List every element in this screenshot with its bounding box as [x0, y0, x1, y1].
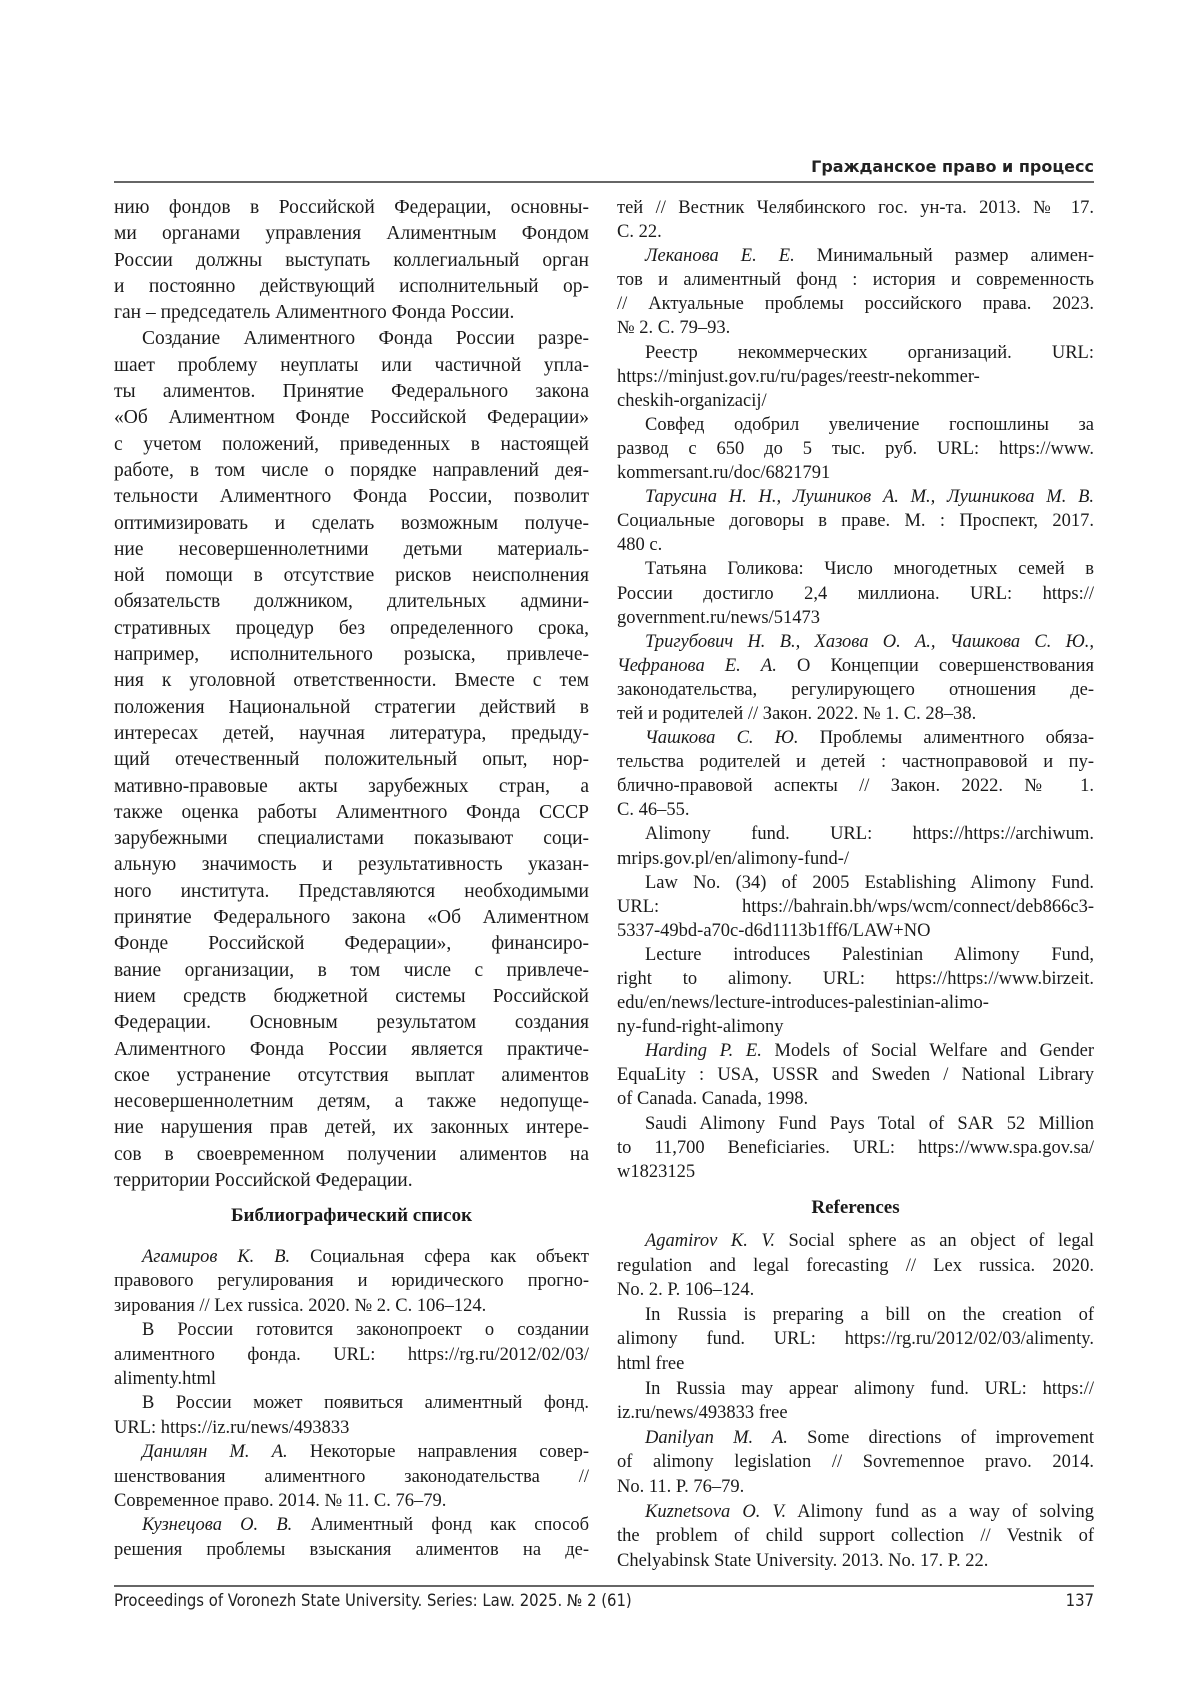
text-line	[114, 1440, 589, 1464]
running-header-section: Гражданское право и процесс	[811, 157, 1094, 176]
author-name: Данилян М. А.	[142, 1442, 288, 1462]
text-line: html free	[617, 1352, 1094, 1377]
citation-text: Некоторые направления совер-	[288, 1442, 589, 1462]
references-heading: References	[617, 1197, 1094, 1219]
citation-text: Social sphere as an object of legal	[775, 1231, 1094, 1251]
text-line: и постоянно действующий исполнительный ор-	[114, 274, 589, 300]
text-line: to 11,700 Beneficiaries. URL: https://www.spa.gov.sa/	[617, 1136, 1094, 1160]
text-line: Фонде Российской Федерации», финансиро-	[114, 931, 589, 957]
text-line: шенствования алиментного законодательства //	[114, 1465, 589, 1489]
text-line: тельства родителей и детей : частноправовой и пу-	[617, 750, 1094, 774]
text-line: интересах детей, научная литература, предыду-	[114, 721, 589, 747]
text-line: России достигло 2,4 миллиона. URL: https://	[617, 582, 1094, 606]
text-line: С. 46–55.	[617, 798, 1094, 822]
text-line: the problem of child support collection // Vestnik of	[617, 1524, 1094, 1549]
text-line: алиментного фонда. URL: https://rg.ru/2012/02/03/	[114, 1343, 589, 1367]
text-line: 5337-49bd-a70c-d6d1113b1ff6/LAW+NO	[617, 919, 1094, 943]
text-line: с учетом положений, приведенных в настоящей	[114, 432, 589, 458]
text-line: Татьяна Голикова: Число многодетных семей в	[617, 557, 1094, 581]
citation-text: Алиментный фонд как способ	[292, 1515, 589, 1535]
text-line: зирования // Lex russica. 2020. № 2. С. 106–124.	[114, 1294, 589, 1318]
bibliography-right-column	[617, 196, 1094, 1184]
text-line: несовершеннолетним детям, а также недопуще-	[114, 1089, 589, 1115]
header-rule	[114, 181, 1094, 183]
text-line: Совфед одобрил увеличение госпошлины за	[617, 413, 1094, 437]
text-line: территории Российской Федерации.	[114, 1168, 589, 1194]
text-line: положения Национальной стратегии действий в	[114, 695, 589, 721]
citation-text: Минимальный размер алимен-	[795, 246, 1094, 266]
text-line	[617, 654, 1094, 678]
text-line: № 2. С. 79–93.	[617, 316, 1094, 340]
text-line: regulation and legal forecasting // Lex russica. 2020.	[617, 1254, 1094, 1279]
author-name: Тригубович Н. В., Хазова О. А., Чашкова С. Ю.,	[645, 632, 1094, 652]
author-name: Kuznetsova O. V.	[645, 1502, 786, 1522]
author-name: Агамиров К. В.	[142, 1247, 290, 1267]
text-line: Alimony fund. URL: https://https://archiwum.	[617, 822, 1094, 846]
text-line: развод с 650 до 5 тыс. руб. URL: https://www.	[617, 437, 1094, 461]
text-line: стративных процедур без определенного срока,	[114, 616, 589, 642]
text-line: No. 11. P. 76–79.	[617, 1475, 1094, 1500]
text-line: ми органами управления Алиментным Фондом	[114, 221, 589, 247]
text-line: нием средств бюджетной системы Российской	[114, 984, 589, 1010]
footer-journal: Proceedings of Voronezh State University. Series: Law. 2025. № 2 (61)	[114, 1591, 632, 1610]
author-name: Danilyan M. A.	[645, 1428, 788, 1448]
text-line: cheskih-organizacij/	[617, 389, 1094, 413]
text-line	[617, 244, 1094, 268]
text-line: Создание Алиментного Фонда России разре-	[114, 326, 589, 352]
text-line: Law No. (34) of 2005 Establishing Alimony Fund.	[617, 871, 1094, 895]
main-text-column	[114, 195, 589, 1194]
text-line: С. 22.	[617, 220, 1094, 244]
text-line: alimony fund. URL: https://rg.ru/2012/02/03/alimenty.	[617, 1327, 1094, 1352]
text-line: edu/en/news/lecture-introduces-palestinian-alimo-	[617, 991, 1094, 1015]
citation-text: Проблемы алиментного обяза-	[799, 728, 1094, 748]
text-line: Saudi Alimony Fund Pays Total of SAR 52 Million	[617, 1112, 1094, 1136]
text-line: сов в своевременном получении алиментов на	[114, 1142, 589, 1168]
text-line	[617, 630, 1094, 654]
author-name: Тарусина Н. Н., Лушников А. М., Лушникова М. В.	[645, 487, 1094, 507]
text-line: мативно-правовые акты зарубежных стран, а	[114, 774, 589, 800]
text-line: оптимизировать и сделать возможным получе-	[114, 511, 589, 537]
text-line: In Russia is preparing a bill on the creation of	[617, 1303, 1094, 1328]
text-line: alimenty.html	[114, 1367, 589, 1391]
text-line: ной помощи в отсутствие рисков неисполнения	[114, 563, 589, 589]
text-line: https://minjust.gov.ru/ru/pages/reestr-nekommer-	[617, 365, 1094, 389]
citation-text: О Концепции совершенствования	[777, 656, 1094, 676]
text-line: тей // Вестник Челябинского гос. ун-та. 2013. № 17.	[617, 196, 1094, 220]
author-name: Чашкова С. Ю.	[645, 728, 799, 748]
text-line	[114, 1245, 589, 1269]
text-line: Chelyabinsk State University. 2013. No. 17. P. 22.	[617, 1549, 1094, 1574]
page-number: 137	[1066, 1591, 1094, 1610]
text-line	[617, 1229, 1094, 1254]
text-line: URL: https://iz.ru/news/493833	[114, 1416, 589, 1440]
text-line: EquaLity : USA, USSR and Sweden / National Library	[617, 1063, 1094, 1087]
text-line: ny-fund-right-alimony	[617, 1015, 1094, 1039]
text-line: обязательств должником, длительных админи-	[114, 589, 589, 615]
text-line: Lecture introduces Palestinian Alimony Fund,	[617, 943, 1094, 967]
text-line	[617, 1039, 1094, 1063]
text-line: Современное право. 2014. № 11. С. 76–79.	[114, 1489, 589, 1513]
footer-rule	[114, 1585, 1094, 1587]
text-line: right to alimony. URL: https://https://www.birzeit.	[617, 967, 1094, 991]
text-line: ние нарушения прав детей, их законных интере-	[114, 1115, 589, 1141]
text-line: Федерации. Основным результатом создания	[114, 1010, 589, 1036]
text-line: No. 2. P. 106–124.	[617, 1278, 1094, 1303]
text-line: щий отечественный положительный опыт, нор-	[114, 747, 589, 773]
text-line: w1823125	[617, 1160, 1094, 1184]
author-name: Agamirov K. V.	[645, 1231, 775, 1251]
citation-text: Alimony fund as a way of solving	[786, 1502, 1094, 1522]
text-line: ние несовершеннолетними детьми материаль-	[114, 537, 589, 563]
text-line: Алиментного Фонда России является практиче-	[114, 1037, 589, 1063]
text-line: принятие Федерального закона «Об Алиментном	[114, 905, 589, 931]
text-line	[617, 1426, 1094, 1451]
text-line: законодательства, регулирующего отношения де-	[617, 678, 1094, 702]
references-list	[617, 1229, 1094, 1573]
text-line: government.ru/news/51473	[617, 606, 1094, 630]
author-name: Harding P. E.	[645, 1041, 762, 1061]
text-line: Социальные договоры в праве. М. : Проспект, 2017.	[617, 509, 1094, 533]
text-line: 480 с.	[617, 533, 1094, 557]
text-line	[617, 726, 1094, 750]
text-line: Реестр некоммерческих организаций. URL:	[617, 341, 1094, 365]
text-line: kommersant.ru/doc/6821791	[617, 461, 1094, 485]
author-name: Чефранова Е. А.	[617, 656, 777, 676]
citation-text: Models of Social Welfare and Gender	[762, 1041, 1094, 1061]
text-line: В России может появиться алиментный фонд.	[114, 1391, 589, 1415]
text-line	[617, 1500, 1094, 1525]
text-line: of alimony legislation // Sovremennoe pravo. 2014.	[617, 1450, 1094, 1475]
text-line: ган – председатель Алиментного Фонда России.	[114, 300, 589, 326]
text-line: mrips.gov.pl/en/alimony-fund-/	[617, 847, 1094, 871]
text-line: зарубежными специалистами показывают соци-	[114, 826, 589, 852]
text-line: работе, в том числе о порядке направлений дея-	[114, 458, 589, 484]
text-line: России должны выступать коллегиальный орган	[114, 248, 589, 274]
text-line: правового регулирования и юридического прогно-	[114, 1269, 589, 1293]
text-line: нию фондов в Российской Федерации, основны-	[114, 195, 589, 221]
text-line: блично-правовой аспекты // Закон. 2022. № 1.	[617, 774, 1094, 798]
text-line: iz.ru/news/493833 free	[617, 1401, 1094, 1426]
text-line: In Russia may appear alimony fund. URL: https://	[617, 1377, 1094, 1402]
text-line: шает проблему неуплаты или частичной упла-	[114, 353, 589, 379]
text-line: // Актуальные проблемы российского права. 2023.	[617, 292, 1094, 316]
text-line	[617, 485, 1094, 509]
text-line: тельности Алиментного Фонда России, позволит	[114, 484, 589, 510]
text-line: ного института. Представляются необходимыми	[114, 879, 589, 905]
text-line: ты алиментов. Принятие Федерального закона	[114, 379, 589, 405]
author-name: Леканова Е. Е.	[645, 246, 795, 266]
text-line: ское устранение отсутствия выплат алиментов	[114, 1063, 589, 1089]
text-line	[114, 1513, 589, 1537]
text-line: ния к уголовной ответственности. Вместе с тем	[114, 668, 589, 694]
text-line: также оценка работы Алиментного Фонда СССР	[114, 800, 589, 826]
text-line: В России готовится законопроект о создании	[114, 1318, 589, 1342]
text-line: тов и алиментный фонд : история и современность	[617, 268, 1094, 292]
text-line: например, исполнительного розыска, привлече-	[114, 642, 589, 668]
author-name: Кузнецова О. В.	[142, 1515, 292, 1535]
text-line: «Об Алиментном Фонде Российской Федерации»	[114, 405, 589, 431]
text-line: URL: https://bahrain.bh/wps/wcm/connect/deb866c3-	[617, 895, 1094, 919]
text-line: вание организации, в том числе с привлече-	[114, 958, 589, 984]
text-line: решения проблемы взыскания алиментов на де-	[114, 1538, 589, 1562]
bibliography-left-column	[114, 1245, 589, 1562]
citation-text: Some directions of improvement	[788, 1428, 1094, 1448]
citation-text: Социальная сфера как объект	[290, 1247, 589, 1267]
text-line: альную значимость и результативность указан-	[114, 852, 589, 878]
text-line: of Canada. Canada, 1998.	[617, 1087, 1094, 1111]
text-line: тей и родителей // Закон. 2022. № 1. С. 28–38.	[617, 702, 1094, 726]
bibliography-heading: Библиографический список	[114, 1205, 589, 1227]
